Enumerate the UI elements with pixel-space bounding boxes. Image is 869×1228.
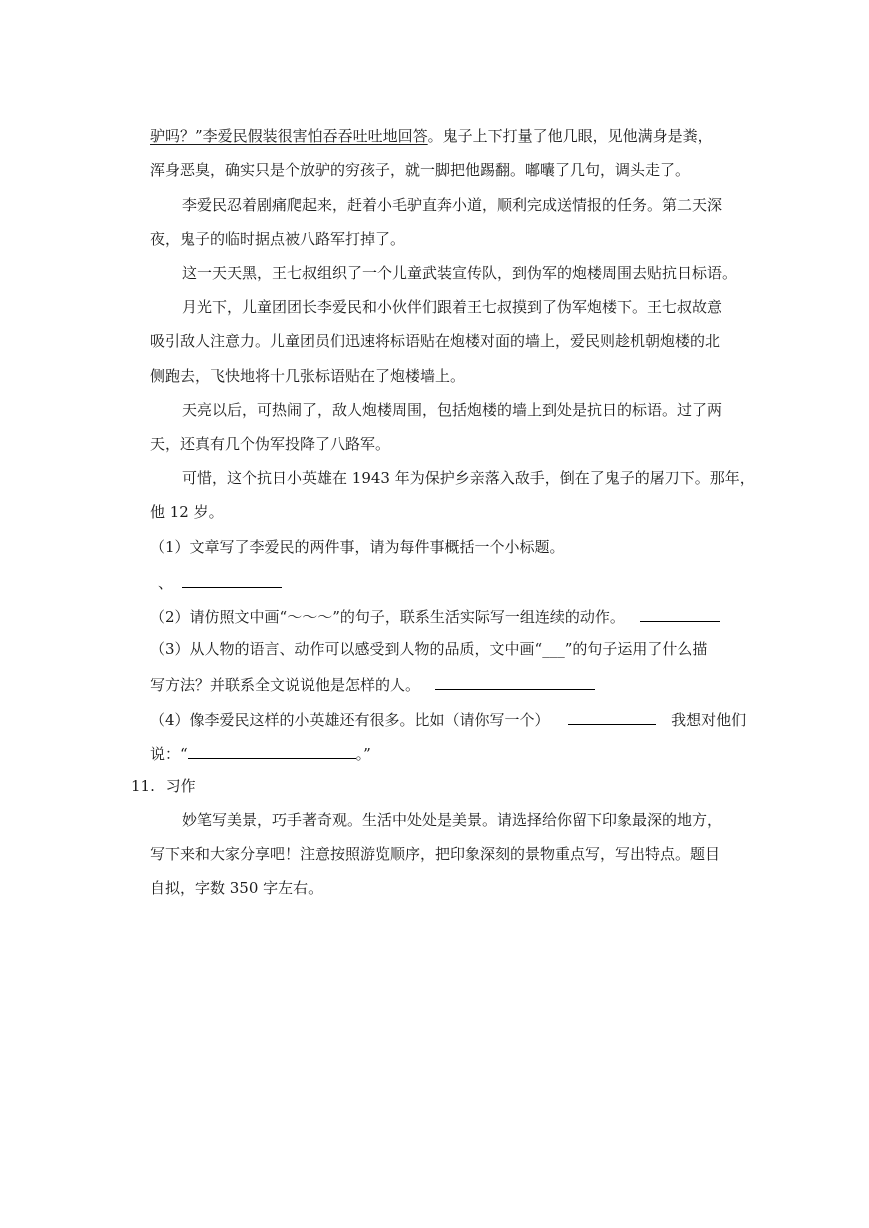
question-text: 我想对他们 — [671, 711, 747, 729]
question-2 — [150, 605, 720, 627]
answer-blank[interactable] — [182, 571, 282, 588]
question-3-line2 — [150, 673, 595, 695]
section-number: 11. — [131, 777, 155, 795]
question-text: 说：“ — [150, 745, 188, 763]
passage-line: 他 12 岁。 — [150, 503, 224, 521]
answer-blank[interactable] — [568, 708, 656, 725]
passage-line: 天，还真有几个伪军投降了八路军。 — [150, 435, 391, 453]
passage-line: 李爱民忍着剧痛爬起来，赶着小毛驴直奔小道，顺利完成送情报的任务。第二天深 — [182, 196, 723, 214]
question-text: （4）像李爱民这样的小英雄还有很多。比如（请你写一个） — [150, 711, 550, 729]
question-4 — [150, 708, 746, 730]
passage-line: 侧跑去，飞快地将十几张标语贴在了炮楼墙上。 — [150, 367, 466, 385]
passage-line: 天亮以后，可热闹了，敌人炮楼周围，包括炮楼的墙上到处是抗日的标语。过了两 — [182, 401, 723, 419]
section-title: 习作 — [165, 777, 196, 795]
question-3: （3）从人物的语言、动作可以感受到人物的品质，文中画“___”的句子运用了什么描 — [150, 640, 708, 658]
passage-line: 月光下，儿童团团长李爱民和小伙伴们跟着王七叔摸到了伪军炮楼下。王七叔故意 — [182, 298, 723, 316]
section-heading — [131, 776, 196, 796]
question-1: （1）文章写了李爱民的两件事，请为每件事概括一个小标题。 — [150, 538, 565, 556]
prompt-line: 写下来和大家分享吧！注意按照游览顺序，把印象深刻的景物重点写，写出特点。题目 — [150, 845, 721, 863]
prompt-line: 妙笔写美景，巧手著奇观。生活中处处是美景。请选择给你留下印象最深的地方， — [182, 811, 723, 829]
question-text: 写方法？并联系全文说说他是怎样的人。 — [150, 676, 421, 694]
question-4-line2 — [150, 742, 371, 764]
question-text: （2）请仿照文中画“～～～”的句子，联系生活实际写一组连续的动作。 — [150, 608, 625, 626]
passage-line: 可惜，这个抗日小英雄在 1943 年为保护乡亲落入敌手，倒在了鬼子的屠刀下。那年， — [182, 469, 755, 487]
passage-text: 。鬼子上下打量了他几眼，见他满身是粪， — [427, 127, 713, 145]
answer-blank[interactable] — [435, 673, 595, 690]
prompt-line: 自拟，字数 350 字左右。 — [150, 879, 324, 897]
passage-line — [150, 126, 713, 146]
question-text: 。” — [355, 745, 371, 763]
separator: 、 — [158, 574, 174, 592]
question-1-answer — [158, 571, 282, 593]
passage-line: 吸引敌人注意力。儿童团员们迅速将标语贴在炮楼对面的墙上，爱民则趁机朝炮楼的北 — [150, 332, 721, 350]
passage-line: 这一天天黑，王七叔组织了一个儿童武装宣传队，到伪军的炮楼周围去贴抗日标语。 — [182, 264, 738, 282]
passage-line: 浑身恶臭，确实只是个放驴的穷孩子，就一脚把他踢翻。嘟囔了几句，调头走了。 — [150, 161, 691, 179]
answer-blank[interactable] — [188, 742, 356, 759]
underlined-sentence: 驴吗？”李爱民假装很害怕吞吞吐吐地回答 — [150, 127, 428, 145]
answer-blank[interactable] — [640, 605, 720, 622]
passage-line: 夜，鬼子的临时据点被八路军打掉了。 — [150, 230, 406, 248]
